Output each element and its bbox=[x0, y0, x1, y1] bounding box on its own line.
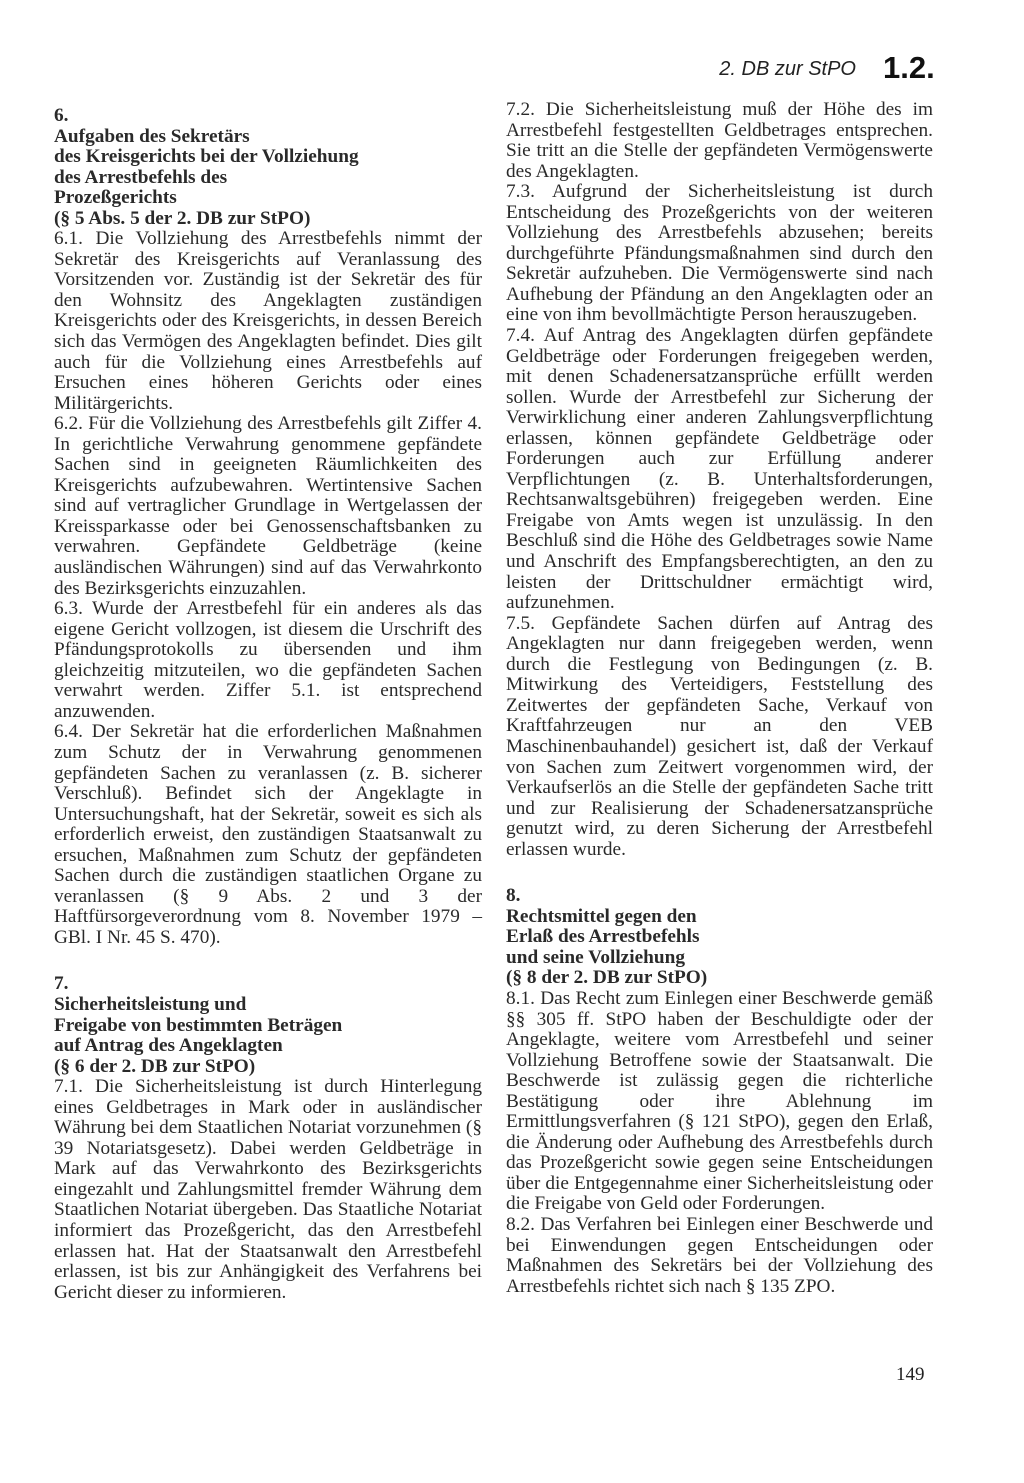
paragraph-7-1: 7.1. Die Sicherheitsleistung ist durch Hinterlegung eines Geldbetrages in Mark oder in ausländischer Währung bei dem Staatlichen Notariat vorzunehmen (§ 39 Notariatsgesetz). Dabei werden Geldbeträge in Mark auf das Verwahrkonto des Bezirksgerichts eingezahlt und Zahlungsmittel fremder Währung dem Staatlichen Notariat übergeben. Das Staatliche Notariat informiert das Prozeßgericht, das den Arrestbefehl erlassen hat. Hat der Staatsanwalt den Arrestbefehl erlassen, ist bis zur Anhängigkeit des Verfahrens bei Gericht dieser zu informieren. bbox=[54, 1076, 482, 1303]
section-6-number: 6. bbox=[54, 105, 69, 126]
paragraph-8-1: 8.1. Das Recht zum Einlegen einer Beschwerde gemäß §§ 305 ff. StPO haben der Beschuldigte oder der Angeklagte, weitere vom Arrestbefehl und seiner Vollziehung Betroffene sowie der Staatsanwalt. Die Beschwerde ist zulässig gegen die richterliche Bestätigung oder ihre Ablehnung im Ermittlungsverfahren (§ 121 StPO), gegen den Erlaß, die Änderung oder Aufhebung des Arrestbefehls durch das Prozeßgericht sowie gegen seine Entscheidungen über die Entgegennahme einer Sicherheitsleistung oder die Freigabe von Geld oder Forderungen. bbox=[506, 987, 933, 1215]
left-column bbox=[54, 100, 482, 1303]
section-spacer bbox=[506, 860, 933, 880]
section-8-title: Rechtsmittel gegen den Erlaß des Arrestbefehls und seine Vollziehung (§ 8 der 2. DB zur StPO) bbox=[506, 905, 708, 989]
page-number: 149 bbox=[896, 1364, 925, 1385]
right-column bbox=[506, 100, 933, 1297]
paragraph-7-4: 7.4. Auf Antrag des Angeklagten dürfen gepfändete Geldbeträge oder Forderungen freigegeben werden, mit denen Schadenersatzansprüche erfüllt werden sollen. Wurde der Arrestbefehl zur Sicherung der Verwirklichung einer anderen Zahlungsverpflichtung erlassen, können gepfändete Geldbeträge oder Forderungen auch zur Erfüllung anderer Verpflichtungen (z. B. Unterhaltsforderungen, Rechtsanwaltsgebühren) freigegeben werden. Eine Freigabe von Amts wegen ist unzulässig. In den Beschluß sind die Höhe des Geldbetrages sowie Name und Anschrift des Empfangsberechtigten, an den zu leisten der Drittschuldner ermächtigt wird, aufzunehmen. bbox=[506, 325, 933, 614]
section-8-number: 8. bbox=[506, 885, 521, 907]
paragraph-6-3: 6.3. Wurde der Arrestbefehl für ein anderes als das eigene Gericht vollzogen, ist diesem die Urschrift des Pfändungsprotokolls zu übersenden und ihm gleichzeitig mitzuteilen, wo die gepfändeten Sachen verwahrt werden. Ziffer 5.1. ist entsprechend anzuwenden. bbox=[54, 598, 482, 722]
paragraph-7-3: 7.3. Aufgrund der Sicherheitsleistung ist durch Entscheidung des Prozeßgerichts von der weiteren Vollziehung des Arrestbefehls abzusehen; bereits durchgeführte Pfändungsmaßnahmen sind durch den Sekretär aufzuheben. Die Vermögenswerte sind nach Aufhebung der Pfändung an den Angeklagten oder an eine von ihm bevollmächtigte Person herauszugeben. bbox=[506, 181, 933, 326]
running-header-section-number: 1.2. bbox=[883, 50, 935, 85]
section-spacer bbox=[54, 948, 482, 968]
paragraph-8-2: 8.2. Das Verfahren bei Einlegen einer Beschwerde und bei Einwendungen gegen Entscheidungen oder Maßnahmen des Sekretärs bei der Vollziehung des Arrestbefehls richtet sich nach § 135 ZPO. bbox=[506, 1213, 933, 1297]
paragraph-6-1: 6.1. Die Vollziehung des Arrestbefehls nimmt der Sekretär des Kreisgerichts auf Veranlassung des Vorsitzenden vor. Zuständig ist der Sekretär des für den Wohnsitz des Angeklagten zuständigen Kreisgerichts oder des Kreisgerichts, in dessen Bereich sich das Vermögen des Angeklagten befindet. Dies gilt auch für die Vollziehung eines Arrestbefehls auf Ersuchen eines höheren Gerichts oder eines Militärgerichts. bbox=[54, 228, 482, 414]
paragraph-7-5: 7.5. Gepfändete Sachen dürfen auf Antrag des Angeklagten nur dann freigegeben werden, wenn durch die Festlegung von Bedingungen (z. B. Mitwirkung des Verteidigers, Feststellung des Zeitwertes der gepfändeten Sache, Verkauf von Kraftfahrzeugen nur an den VEB Maschinenbauhandel) gesichert ist, daß der Verkauf von Sachen zum Zeitwert vorgenommen wird, der Verkaufserlös an die Stelle der gepfändeten Sache tritt und zur Realisierung der Schadenersatzansprüche genutzt wird, zu deren Sicherung der Arrestbefehl erlassen wurde. bbox=[506, 612, 933, 860]
section-6-title: Aufgaben des Sekretärs des Kreisgerichts bei der Vollziehung des Arrestbefehls des Prozeßgerichts (§ 5 Abs. 5 der 2. DB zur StPO) bbox=[54, 125, 359, 229]
section-7-number: 7. bbox=[54, 973, 69, 995]
running-header-reference: 2. DB zur StPO bbox=[719, 58, 856, 80]
section-7-title: Sicherheitsleistung und Freigabe von bestimmten Beträgen auf Antrag des Angeklagten (§ 6 der 2. DB zur StPO) bbox=[54, 993, 343, 1077]
paragraph-6-2: 6.2. Für die Vollziehung des Arrestbefehls gilt Ziffer 4. In gerichtliche Verwahrung genommene gepfändete Sachen sind in geeigneten Räumlichkeiten des Kreisgerichts aufzubewahren. Wertintensive Sachen sind auf vertraglicher Grundlage in Wertgelassen der Kreissparkasse oder bei Genossenschaftsbanken zu verwahren. Gepfändete Geldbeträge (keine ausländischen Währungen) sind auf das Verwahrkonto des Bezirksgerichts einzuzahlen. bbox=[54, 413, 482, 599]
paragraph-6-4: 6.4. Der Sekretär hat die erforderlichen Maßnahmen zum Schutz der in Verwahrung genommenen gepfändeten Sachen zu veranlassen (z. B. sicherer Verschluß). Befindet sich der Angeklagte in Untersuchungshaft, hat der Sekretär, soweit es sich als erforderlich erweist, den zuständigen Staatsanwalt zu ersuchen, Maßnahmen zum Schutz der gepfändeten Sachen durch die zuständigen staatlichen Organe zu veranlassen (§ 9 Abs. 2 und 3 der Haftfürsorgeverordnung vom 8. November 1979 – GBl. I Nr. 45 S. 470). bbox=[54, 721, 482, 948]
paragraph-7-2: 7.2. Die Sicherheitsleistung muß der Höhe des im Arrestbefehl festgestellten Geldbetrages entsprechen. Sie tritt an die Stelle der gepfändeten Vermögenswerte des Angeklagten. bbox=[506, 99, 933, 182]
